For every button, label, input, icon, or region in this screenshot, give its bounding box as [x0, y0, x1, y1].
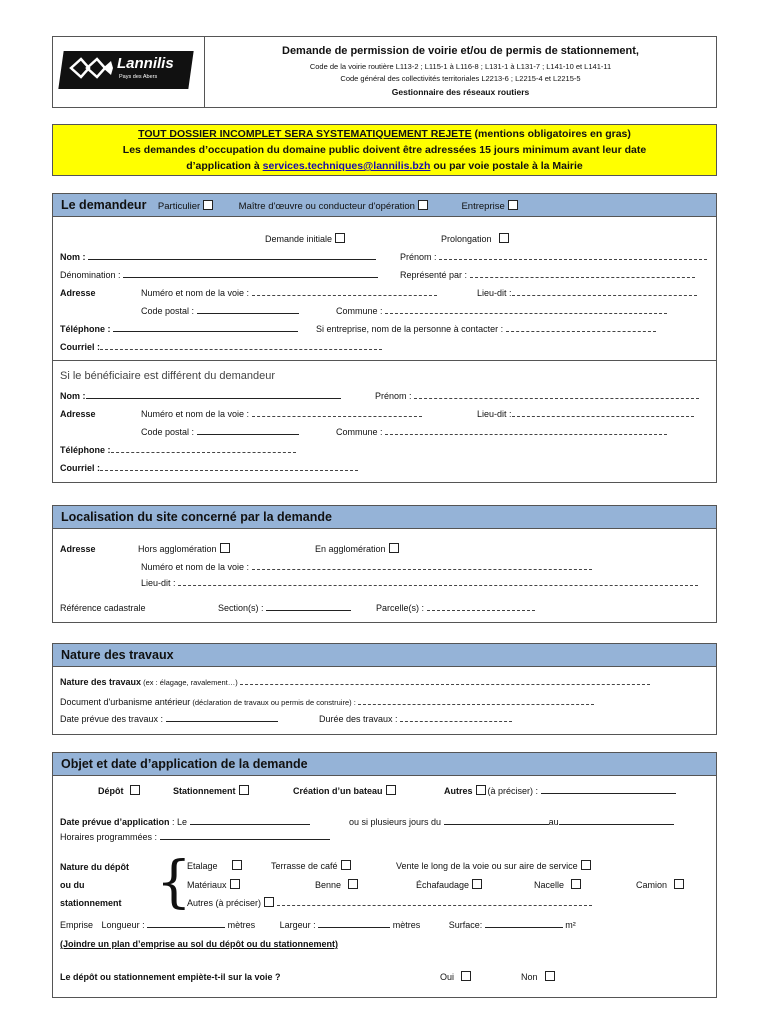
benef-commune-row [336, 426, 667, 438]
benne-option [315, 879, 358, 891]
notice-line3-end: ou par voie postale à la Mairie [430, 160, 583, 172]
opt-maitre-label: Maître d'œuvre ou conducteur d'opération [238, 201, 415, 212]
lieu-dit-label: Lieu-dit : [477, 288, 512, 298]
non-option [521, 971, 555, 983]
benef-prenom-row [375, 390, 699, 402]
demande-initiale-checkbox[interactable] [335, 233, 345, 243]
benef-code-postal-field[interactable] [197, 426, 299, 435]
benef-lieu-dit-field[interactable] [512, 408, 694, 417]
emprise-label: Emprise [60, 920, 94, 930]
etalage-option [187, 860, 242, 872]
doc-urbanisme-example: (déclaration de travaux ou permis de construire) : [190, 698, 356, 707]
nature-field[interactable] [240, 676, 650, 685]
benef-code-postal-label: Code postal : [141, 427, 195, 437]
demandeur-header [53, 194, 716, 217]
lieu-dit-row [477, 287, 697, 299]
doc-urbanisme-label: Document d'urbanisme antérieur [60, 697, 191, 707]
benef-code-postal-row [141, 426, 299, 438]
date-du-field[interactable] [444, 816, 549, 825]
demandeur-heading: Le demandeur [61, 198, 147, 212]
prenom-row [400, 251, 707, 263]
vente-voie-checkbox[interactable] [581, 860, 591, 870]
notice-line1-rest: (mentions obligatoires en gras) [471, 128, 631, 140]
nature-depot-label-2: ou du [60, 880, 85, 890]
courriel-label: Courriel : [60, 342, 101, 352]
benef-courriel-field[interactable] [100, 462, 358, 471]
header-box [52, 36, 717, 108]
surface-field[interactable] [485, 919, 563, 928]
header-gestion: Gestionnaire des réseaux routiers [391, 87, 530, 97]
date-application-field[interactable] [190, 816, 310, 825]
benef-numero-voie-row [141, 408, 422, 420]
notice-line2: Les demandes d’occupation du domaine public doivent être adressées 15 jours minimum avant leur date [122, 144, 647, 156]
benne-label: Benne [315, 880, 342, 890]
surface-label: Surface: [448, 920, 483, 930]
code-postal-field[interactable] [197, 305, 299, 314]
depot-option [98, 785, 140, 797]
hors-agglo-option [138, 543, 230, 555]
loc-numero-voie-row [141, 561, 592, 573]
camion-label: Camion [636, 880, 668, 890]
benef-nom-row [60, 390, 341, 402]
localisation-section [52, 505, 717, 623]
benef-numero-voie-field[interactable] [252, 408, 422, 417]
benne-checkbox[interactable] [348, 879, 358, 889]
terrasse-checkbox[interactable] [341, 860, 351, 870]
joindre-plan-note: (Joindre un plan d’emprise au sol du dépôt ou du stationnement) [60, 939, 339, 949]
email-link[interactable]: services.techniques@lannilis.bzh [262, 160, 431, 172]
nature-header: Nature des travaux [53, 644, 716, 667]
duree-travaux-row [319, 713, 512, 725]
demande-initiale-option [265, 233, 345, 245]
sections-row [218, 602, 351, 614]
benef-courriel-row [60, 462, 358, 474]
en-agglo-option [315, 543, 399, 555]
nature-depot-label-3: stationnement [60, 898, 122, 908]
parcelles-field[interactable] [427, 602, 535, 611]
notice-line1 [53, 128, 716, 140]
hors-agglo-checkbox[interactable] [220, 543, 230, 553]
prolongation-option [441, 233, 509, 245]
creation-bateau-checkbox[interactable] [386, 785, 396, 795]
prenom-label: Prénom : [400, 252, 437, 262]
telephone-field[interactable] [113, 323, 298, 332]
benef-adresse-label: Adresse [60, 409, 96, 419]
camion-checkbox[interactable] [674, 879, 684, 889]
sections-label: Section(s) : [218, 603, 264, 613]
benef-prenom-field[interactable] [414, 390, 699, 399]
benef-commune-label: Commune : [336, 427, 383, 437]
benef-nom-field[interactable] [86, 390, 341, 399]
doc-urbanisme-field[interactable] [358, 696, 594, 705]
curly-brace-icon: { [156, 850, 192, 915]
lieu-dit-field[interactable] [512, 287, 697, 296]
loc-numero-voie-label: Numéro et nom de la voie : [141, 562, 250, 572]
logo-subtext: Pays des Abers [119, 74, 158, 80]
contact-row [316, 323, 656, 335]
emprise-row [60, 919, 576, 931]
echafaudage-label: Échafaudage [416, 880, 470, 890]
nacelle-checkbox[interactable] [571, 879, 581, 889]
header-code-line1: Code de la voirie routière L113-2 ; L115-1 à L116-8 ; L131-1 à L131-7 ; L141-10 et L141-11 [309, 62, 612, 71]
benef-telephone-label: Téléphone : [60, 445, 111, 455]
vente-voie-option [396, 860, 591, 872]
contact-field[interactable] [506, 323, 656, 332]
particulier-checkbox[interactable] [203, 200, 213, 210]
autres-preciser-field[interactable] [277, 897, 592, 906]
courriel-row [60, 341, 382, 353]
benef-lieu-dit-row [477, 408, 694, 420]
nature-row [60, 676, 650, 689]
camion-option [636, 879, 684, 891]
demandeur-divider [53, 360, 716, 361]
creation-bateau-label: Création d’un bateau [293, 786, 383, 796]
au-label: au [548, 817, 559, 827]
demandeur-section [52, 193, 717, 483]
non-checkbox[interactable] [545, 971, 555, 981]
terrasse-option [271, 860, 351, 872]
maitre-oeuvre-checkbox[interactable] [418, 200, 428, 210]
oui-checkbox[interactable] [461, 971, 471, 981]
loc-numero-voie-field[interactable] [252, 561, 592, 570]
adresse-label: Adresse [60, 288, 96, 298]
telephone-label: Téléphone : [60, 324, 111, 334]
date-au-field[interactable] [559, 816, 674, 825]
date-application-label: Date prévue d’application [60, 817, 170, 827]
benef-commune-field[interactable] [385, 426, 667, 435]
denomination-field[interactable] [123, 269, 378, 278]
code-postal-row [141, 305, 299, 317]
nature-section [52, 643, 717, 735]
autres-field[interactable] [541, 785, 676, 794]
autres-checkbox[interactable] [476, 785, 486, 795]
metres-label-1: mètres [227, 920, 256, 930]
courriel-field[interactable] [100, 341, 382, 350]
benef-courriel-label: Courriel : [60, 463, 101, 473]
loc-adresse-label: Adresse [60, 544, 96, 554]
nom-field[interactable] [88, 251, 376, 260]
longueur-label: Longueur : [101, 920, 145, 930]
telephone-row [60, 323, 298, 335]
numero-voie-row [141, 287, 437, 299]
nacelle-option [534, 879, 581, 891]
materiaux-checkbox[interactable] [230, 879, 240, 889]
benef-numero-voie-label: Numéro et nom de la voie : [141, 409, 250, 419]
en-agglo-label: En agglomération [315, 544, 386, 554]
nature-label: Nature des travaux [60, 677, 142, 687]
loc-lieu-dit-label: Lieu-dit : [141, 578, 176, 588]
commune-label: Commune : [336, 306, 383, 316]
localisation-header: Localisation du site concerné par la demande [53, 506, 716, 529]
depot-checkbox[interactable] [130, 785, 140, 795]
nom-row [60, 251, 376, 263]
objet-section [52, 752, 717, 998]
represente-row [400, 269, 695, 281]
nacelle-label: Nacelle [534, 880, 565, 890]
doc-urbanisme-row [60, 696, 594, 709]
m2-label: m² [565, 920, 576, 930]
commune-field[interactable] [385, 305, 667, 314]
lannilis-logo-icon [67, 55, 115, 81]
materiaux-label: Matériaux [187, 880, 227, 890]
en-agglo-checkbox[interactable] [389, 543, 399, 553]
entreprise-checkbox[interactable] [508, 200, 518, 210]
autres-preciser-option [187, 897, 592, 909]
opt-particulier-label: Particulier [157, 201, 201, 212]
prolongation-label: Prolongation [441, 234, 492, 244]
represente-field[interactable] [470, 269, 695, 278]
notice-underlined: TOUT DOSSIER INCOMPLET SERA SYSTEMATIQUEMENT REJETE [138, 128, 472, 140]
benef-nom-label: Nom : [60, 391, 86, 401]
longueur-field[interactable] [147, 919, 225, 928]
nature-depot-label-1: Nature du dépôt [60, 862, 129, 872]
notice-line3-start: d’application à [186, 160, 263, 172]
benef-telephone-row [60, 444, 296, 456]
represente-label: Représenté par : [400, 270, 468, 280]
oui-label: Oui [440, 972, 455, 982]
empiete-question: Le dépôt ou stationnement empiète-t-il sur la voie ? [60, 972, 281, 982]
benef-lieu-dit-label: Lieu-dit : [477, 409, 512, 419]
terrasse-label: Terrasse de café [271, 861, 338, 871]
numero-voie-field[interactable] [252, 287, 437, 296]
commune-row [336, 305, 667, 317]
denomination-label: Dénomination : [60, 270, 121, 280]
nom-label: Nom : [60, 252, 86, 262]
benef-prenom-label: Prénom : [375, 391, 412, 401]
stationnement-option [173, 785, 249, 797]
plusieurs-jours-row [349, 816, 674, 828]
denomination-row [60, 269, 378, 281]
oui-option [440, 971, 471, 983]
etalage-label: Etalage [187, 861, 218, 871]
duree-travaux-field[interactable] [400, 713, 512, 722]
objet-header: Objet et date d’application de la demande [53, 753, 716, 776]
depot-label: Dépôt [98, 786, 124, 796]
date-application-row [60, 816, 310, 828]
duree-travaux-label: Durée des travaux : [319, 714, 398, 724]
benef-telephone-field[interactable] [111, 444, 296, 453]
etalage-checkbox[interactable] [232, 860, 242, 870]
horaires-label: Horaires programmées : [60, 832, 158, 842]
non-label: Non [521, 972, 538, 982]
notice-box [52, 124, 717, 176]
numero-voie-label: Numéro et nom de la voie : [141, 288, 250, 298]
sections-field[interactable] [266, 602, 351, 611]
echafaudage-option [416, 879, 482, 891]
header-code-line2: Code général des collectivités territoriales L2213-6 ; L2215-4 et L2215-5 [340, 74, 581, 83]
prenom-field[interactable] [439, 251, 707, 260]
date-prevue-travaux-row [60, 713, 278, 725]
autres-preciser-label: (à préciser) : [487, 786, 539, 796]
date-prevue-travaux-label: Date prévue des travaux : [60, 714, 164, 724]
opt-entreprise-label: Entreprise [461, 201, 505, 212]
echafaudage-checkbox[interactable] [472, 879, 482, 889]
vente-voie-label: Vente le long de la voie ou sur aire de service [396, 861, 578, 871]
horaires-field[interactable] [160, 831, 330, 840]
logo-area [53, 37, 205, 107]
stationnement-checkbox[interactable] [239, 785, 249, 795]
largeur-label: Largeur : [279, 920, 316, 930]
demande-initiale-label: Demande initiale [265, 234, 333, 244]
autres-option [444, 785, 676, 797]
parcelles-row [376, 602, 535, 614]
creation-bateau-option [293, 785, 396, 797]
parcelles-label: Parcelle(s) : [376, 603, 425, 613]
stationnement-label: Stationnement [173, 786, 236, 796]
materiaux-option [187, 879, 240, 891]
nature-example: (ex : élagage, ravalement…) [141, 678, 238, 687]
header-title: Demande de permission de voirie et/ou de permis de stationnement, [282, 45, 639, 57]
code-postal-label: Code postal : [141, 306, 195, 316]
largeur-field[interactable] [318, 919, 390, 928]
ref-cadastrale-label: Référence cadastrale [60, 603, 146, 613]
logo-text: Lannilis [117, 55, 174, 72]
date-prevue-travaux-field[interactable] [166, 713, 278, 722]
autres-label: Autres [444, 786, 473, 796]
contact-label: Si entreprise, nom de la personne à contacter : [316, 324, 504, 334]
date-application-le: : Le [169, 817, 188, 827]
metres-label-2: mètres [392, 920, 421, 930]
beneficiaire-heading: Si le bénéficiaire est différent du demandeur [60, 370, 276, 382]
loc-lieu-dit-field[interactable] [178, 577, 698, 586]
autres-preciser2-label: Autres (à préciser) [187, 898, 262, 908]
autres-preciser-checkbox[interactable] [264, 897, 274, 907]
loc-lieu-dit-row [141, 577, 698, 589]
plusieurs-jours-label: ou si plusieurs jours du [349, 817, 442, 827]
notice-line3 [53, 160, 716, 172]
prolongation-checkbox[interactable] [499, 233, 509, 243]
hors-agglo-label: Hors agglomération [138, 544, 217, 554]
horaires-row [60, 831, 330, 843]
